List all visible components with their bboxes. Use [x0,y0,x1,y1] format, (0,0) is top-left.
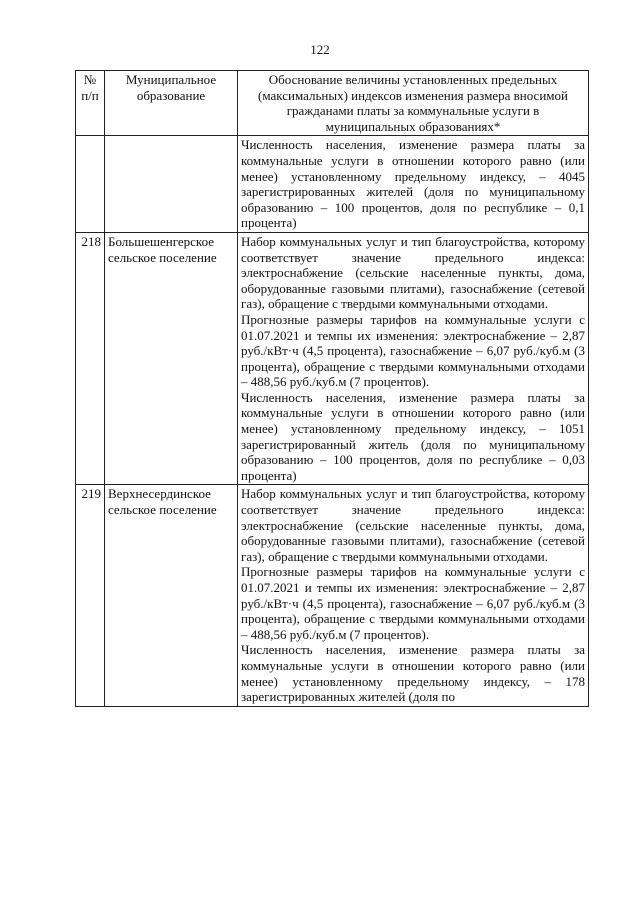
header-num: № п/п [76,71,105,136]
population-paragraph: Численность населения, изменение размера платы за коммунальные услуги в отношении которого равно (или менее) установленному предельному индексу, – 4045 зарегистрированных жителей (доля по муниципальному образованию – 100 процентов, доля по республике – 0,1 процента) [241,137,585,231]
row-municipality: Большешенгерское сельское поселение [105,232,238,485]
tariff-index-table [75,70,589,707]
table-row [76,232,589,485]
row-num: 218 [76,232,105,485]
row-municipality [105,136,238,233]
row-num [76,136,105,233]
services-paragraph: Набор коммунальных услуг и тип благоустройства, которому соответствует значение предельного индекса: электроснабжение (сельские населенные пункты, дома, оборудованные газовыми плитами), газоснабжение (сетевой газ), обращение с твердыми коммунальными отходами. [241,486,585,564]
row-municipality: Верхнесердинское сельское поселение [105,485,238,706]
tariffs-paragraph: Прогнозные размеры тарифов на коммунальные услуги с 01.07.2021 и темпы их изменения: электроснабжение – 2,87 руб./кВт·ч (4,5 процента), газоснабжение – 6,07 руб./куб.м (3 процента), обращение с твердыми коммунальными отходами – 488,56 руб./куб.м (7 процентов). [241,564,585,642]
header-municipality: Муниципальное образование [105,71,238,136]
table-row [76,485,589,706]
row-num: 219 [76,485,105,706]
population-paragraph: Численность населения, изменение размера платы за коммунальные услуги в отношении которого равно (или менее) установленному предельному индексу, – 178 зарегистрированных жителей (доля по [241,642,585,705]
row-description [238,136,589,233]
row-description [238,232,589,485]
services-paragraph: Набор коммунальных услуг и тип благоустройства, которому соответствует значение предельного индекса: электроснабжение (сельские населенные пункты, дома, оборудованные газовыми плитами), газоснабжение (сетевой газ), обращение с твердыми коммунальными отходами. [241,233,585,312]
table-row [76,136,589,233]
table-header-row [76,71,589,136]
page-number: 122 [310,42,330,57]
row-description [238,485,589,706]
tariffs-paragraph: Прогнозные размеры тарифов на коммунальные услуги с 01.07.2021 и темпы их изменения: электроснабжение – 2,87 руб./кВт·ч (4,5 процента), газоснабжение – 6,07 руб./куб.м (3 процента), обращение с твердыми коммунальными отходами – 488,56 руб./куб.м (7 процентов). [241,311,585,390]
header-description: Обоснование величины установленных предельных (максимальных) индексов изменения размера вносимой гражданами платы за коммунальные услуги в муниципальных образованиях* [238,71,589,136]
population-paragraph: Численность населения, изменение размера платы за коммунальные услуги в отношении которого равно (или менее) установленному предельному индексу, – 1051 зарегистрированный житель (доля по муниципальному образованию – 100 процентов, доля по республике – 0,03 процента) [241,389,585,483]
